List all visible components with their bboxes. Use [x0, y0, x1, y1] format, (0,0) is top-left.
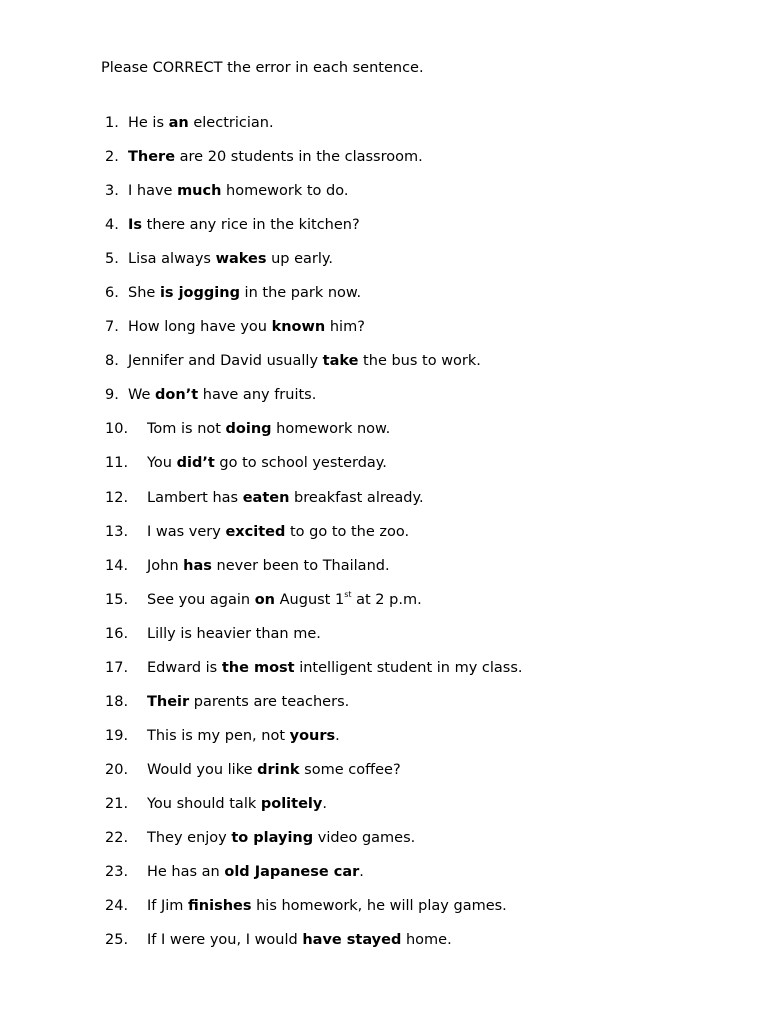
- exercise-item: [0, 182, 768, 216]
- item-sentence: [147, 659, 523, 677]
- sentence-fragment: .: [359, 864, 364, 881]
- item-sentence: [147, 591, 422, 609]
- ordinal-suffix: st: [344, 589, 352, 599]
- item-number: 22.: [105, 829, 129, 846]
- sentence-fragment: at 2 p.m.: [351, 591, 422, 608]
- item-number: 3.: [105, 183, 119, 200]
- sentence-fragment: He is: [128, 115, 169, 131]
- error-phrase: on: [254, 591, 276, 608]
- item-number: 6.: [105, 285, 119, 302]
- item-sentence: [128, 386, 316, 404]
- error-phrase: doing: [225, 421, 272, 438]
- sentence-fragment: homework now.: [271, 421, 391, 438]
- item-sentence: [147, 489, 424, 507]
- item-sentence: [128, 250, 333, 268]
- sentence-fragment: You: [147, 455, 177, 472]
- item-sentence: [147, 693, 349, 711]
- error-phrase: drink: [257, 761, 300, 778]
- exercise-item: [0, 284, 768, 318]
- sentence-fragment: home.: [401, 932, 452, 949]
- exercise-item: [0, 489, 768, 523]
- exercise-item: [0, 114, 768, 148]
- sentence-fragment: How long have you: [128, 319, 272, 336]
- error-phrase: Is: [128, 217, 143, 234]
- sentence-fragment: up early.: [266, 251, 334, 268]
- item-number: 20.: [105, 761, 129, 778]
- exercise-item: [0, 386, 768, 420]
- item-number: 14.: [105, 557, 129, 574]
- item-sentence: [128, 216, 360, 234]
- sentence-fragment: breakfast already.: [289, 489, 424, 506]
- error-phrase: There: [128, 149, 176, 166]
- item-sentence: [147, 829, 415, 847]
- sentence-fragment: .: [322, 795, 327, 812]
- sentence-fragment: his homework, he will play games.: [251, 898, 507, 915]
- item-sentence: [147, 420, 390, 438]
- sentence-fragment: video games.: [313, 829, 416, 846]
- error-phrase: wakes: [215, 251, 267, 268]
- error-phrase: Their: [147, 693, 190, 710]
- item-sentence: [147, 863, 364, 881]
- item-number: 7.: [105, 319, 119, 336]
- item-number: 10.: [105, 421, 129, 438]
- exercise-item: [0, 454, 768, 488]
- sentence-fragment: They enjoy: [147, 829, 232, 846]
- error-phrase: don’t: [155, 387, 199, 404]
- exercise-item: [0, 420, 768, 454]
- sentence-fragment: She: [128, 285, 160, 302]
- instruction-text: Please CORRECT the error in each sentence.: [101, 60, 424, 76]
- sentence-fragment: If Jim: [147, 898, 189, 915]
- item-number: 2.: [105, 149, 119, 166]
- error-phrase: has: [183, 557, 212, 574]
- error-phrase: politely: [260, 795, 323, 812]
- item-number: 18.: [105, 693, 129, 710]
- sentence-fragment: the bus to work.: [358, 353, 481, 370]
- item-number: 19.: [105, 727, 129, 744]
- item-sentence: [128, 284, 361, 302]
- exercise-item: [0, 829, 768, 863]
- sentence-fragment: See you again: [147, 591, 255, 608]
- item-number: 12.: [105, 489, 129, 506]
- error-phrase: take: [322, 353, 359, 370]
- exercise-item: [0, 761, 768, 795]
- item-sentence: [128, 114, 274, 132]
- exercise-item: [0, 352, 768, 386]
- error-phrase: an: [168, 115, 189, 131]
- error-phrase: excited: [225, 523, 286, 540]
- sentence-fragment: He has an: [147, 864, 225, 881]
- exercise-item: [0, 557, 768, 591]
- item-number: 5.: [105, 251, 119, 268]
- sentence-fragment: never been to Thailand.: [211, 557, 390, 574]
- item-number: 13.: [105, 523, 129, 540]
- sentence-fragment: I have: [128, 183, 178, 200]
- item-number: 4.: [105, 217, 119, 234]
- sentence-fragment: Lambert has: [147, 489, 243, 506]
- item-number: 8.: [105, 353, 119, 370]
- item-number: 17.: [105, 659, 129, 676]
- item-sentence: [128, 182, 348, 200]
- item-number: 15.: [105, 591, 129, 608]
- error-phrase: much: [177, 183, 222, 200]
- sentence-fragment: August 1: [275, 591, 345, 608]
- item-number: 21.: [105, 795, 129, 812]
- sentence-fragment: Would you like: [147, 761, 258, 778]
- exercise-item: [0, 216, 768, 250]
- item-sentence: [147, 454, 387, 472]
- sentence-fragment: him?: [325, 319, 365, 336]
- exercise-item: [0, 931, 768, 965]
- sentence-fragment: This is my pen, not: [147, 727, 290, 744]
- error-phrase: did’t: [176, 455, 215, 472]
- exercise-item: [0, 148, 768, 182]
- sentence-fragment: John: [147, 557, 184, 574]
- sentence-fragment: Lilly is heavier than me.: [147, 625, 321, 642]
- item-number: 16.: [105, 625, 129, 642]
- error-phrase: the most: [221, 659, 295, 676]
- item-sentence: [147, 557, 390, 575]
- item-number: 25.: [105, 932, 129, 949]
- item-sentence: [147, 761, 401, 779]
- sentence-fragment: are 20 students in the classroom.: [175, 149, 423, 166]
- exercise-item: [0, 659, 768, 693]
- error-phrase: finishes: [188, 898, 252, 915]
- item-sentence: [128, 148, 423, 166]
- error-phrase: is jogging: [159, 285, 240, 302]
- error-phrase: old Japanese car: [224, 864, 360, 881]
- error-phrase: have stayed: [302, 932, 402, 949]
- error-phrase: known: [271, 319, 326, 336]
- item-number: 11.: [105, 455, 129, 472]
- item-sentence: [147, 727, 340, 745]
- sentence-fragment: Lisa always: [128, 251, 216, 268]
- exercise-list: [0, 114, 768, 965]
- item-sentence: [147, 625, 321, 643]
- sentence-fragment: We: [128, 387, 156, 404]
- item-number: 24.: [105, 898, 129, 915]
- item-sentence: [128, 318, 365, 336]
- exercise-item: [0, 591, 768, 625]
- sentence-fragment: there any rice in the kitchen?: [142, 217, 360, 234]
- item-sentence: [147, 931, 452, 949]
- sentence-fragment: parents are teachers.: [189, 693, 350, 710]
- exercise-item: [0, 625, 768, 659]
- item-sentence: [128, 352, 481, 370]
- item-number: 23.: [105, 864, 129, 881]
- item-sentence: [147, 795, 327, 813]
- exercise-item: [0, 795, 768, 829]
- sentence-fragment: electrician.: [188, 115, 274, 131]
- sentence-fragment: If I were you, I would: [147, 932, 303, 949]
- exercise-item: [0, 897, 768, 931]
- exercise-item: [0, 523, 768, 557]
- sentence-fragment: You should talk: [147, 795, 261, 812]
- exercise-item: [0, 727, 768, 761]
- item-number: 9.: [105, 387, 119, 404]
- exercise-item: [0, 318, 768, 352]
- sentence-fragment: have any fruits.: [198, 387, 317, 404]
- sentence-fragment: .: [335, 727, 340, 744]
- item-sentence: [147, 897, 507, 915]
- sentence-fragment: homework to do.: [221, 183, 349, 200]
- sentence-fragment: in the park now.: [239, 285, 362, 302]
- sentence-fragment: Edward is: [147, 659, 222, 676]
- error-phrase: yours: [289, 727, 336, 744]
- sentence-fragment: Tom is not: [147, 421, 226, 438]
- item-sentence: [147, 523, 409, 541]
- error-phrase: to playing: [231, 829, 314, 846]
- sentence-fragment: I was very: [147, 523, 226, 540]
- exercise-item: [0, 250, 768, 284]
- sentence-fragment: intelligent student in my class.: [294, 659, 523, 676]
- item-number: 1.: [105, 115, 119, 131]
- sentence-fragment: some coffee?: [299, 761, 401, 778]
- sentence-fragment: to go to the zoo.: [285, 523, 410, 540]
- sentence-fragment: go to school yesterday.: [214, 455, 387, 472]
- error-phrase: eaten: [242, 489, 290, 506]
- exercise-item: [0, 863, 768, 897]
- exercise-item: [0, 693, 768, 727]
- sentence-fragment: Jennifer and David usually: [128, 353, 323, 370]
